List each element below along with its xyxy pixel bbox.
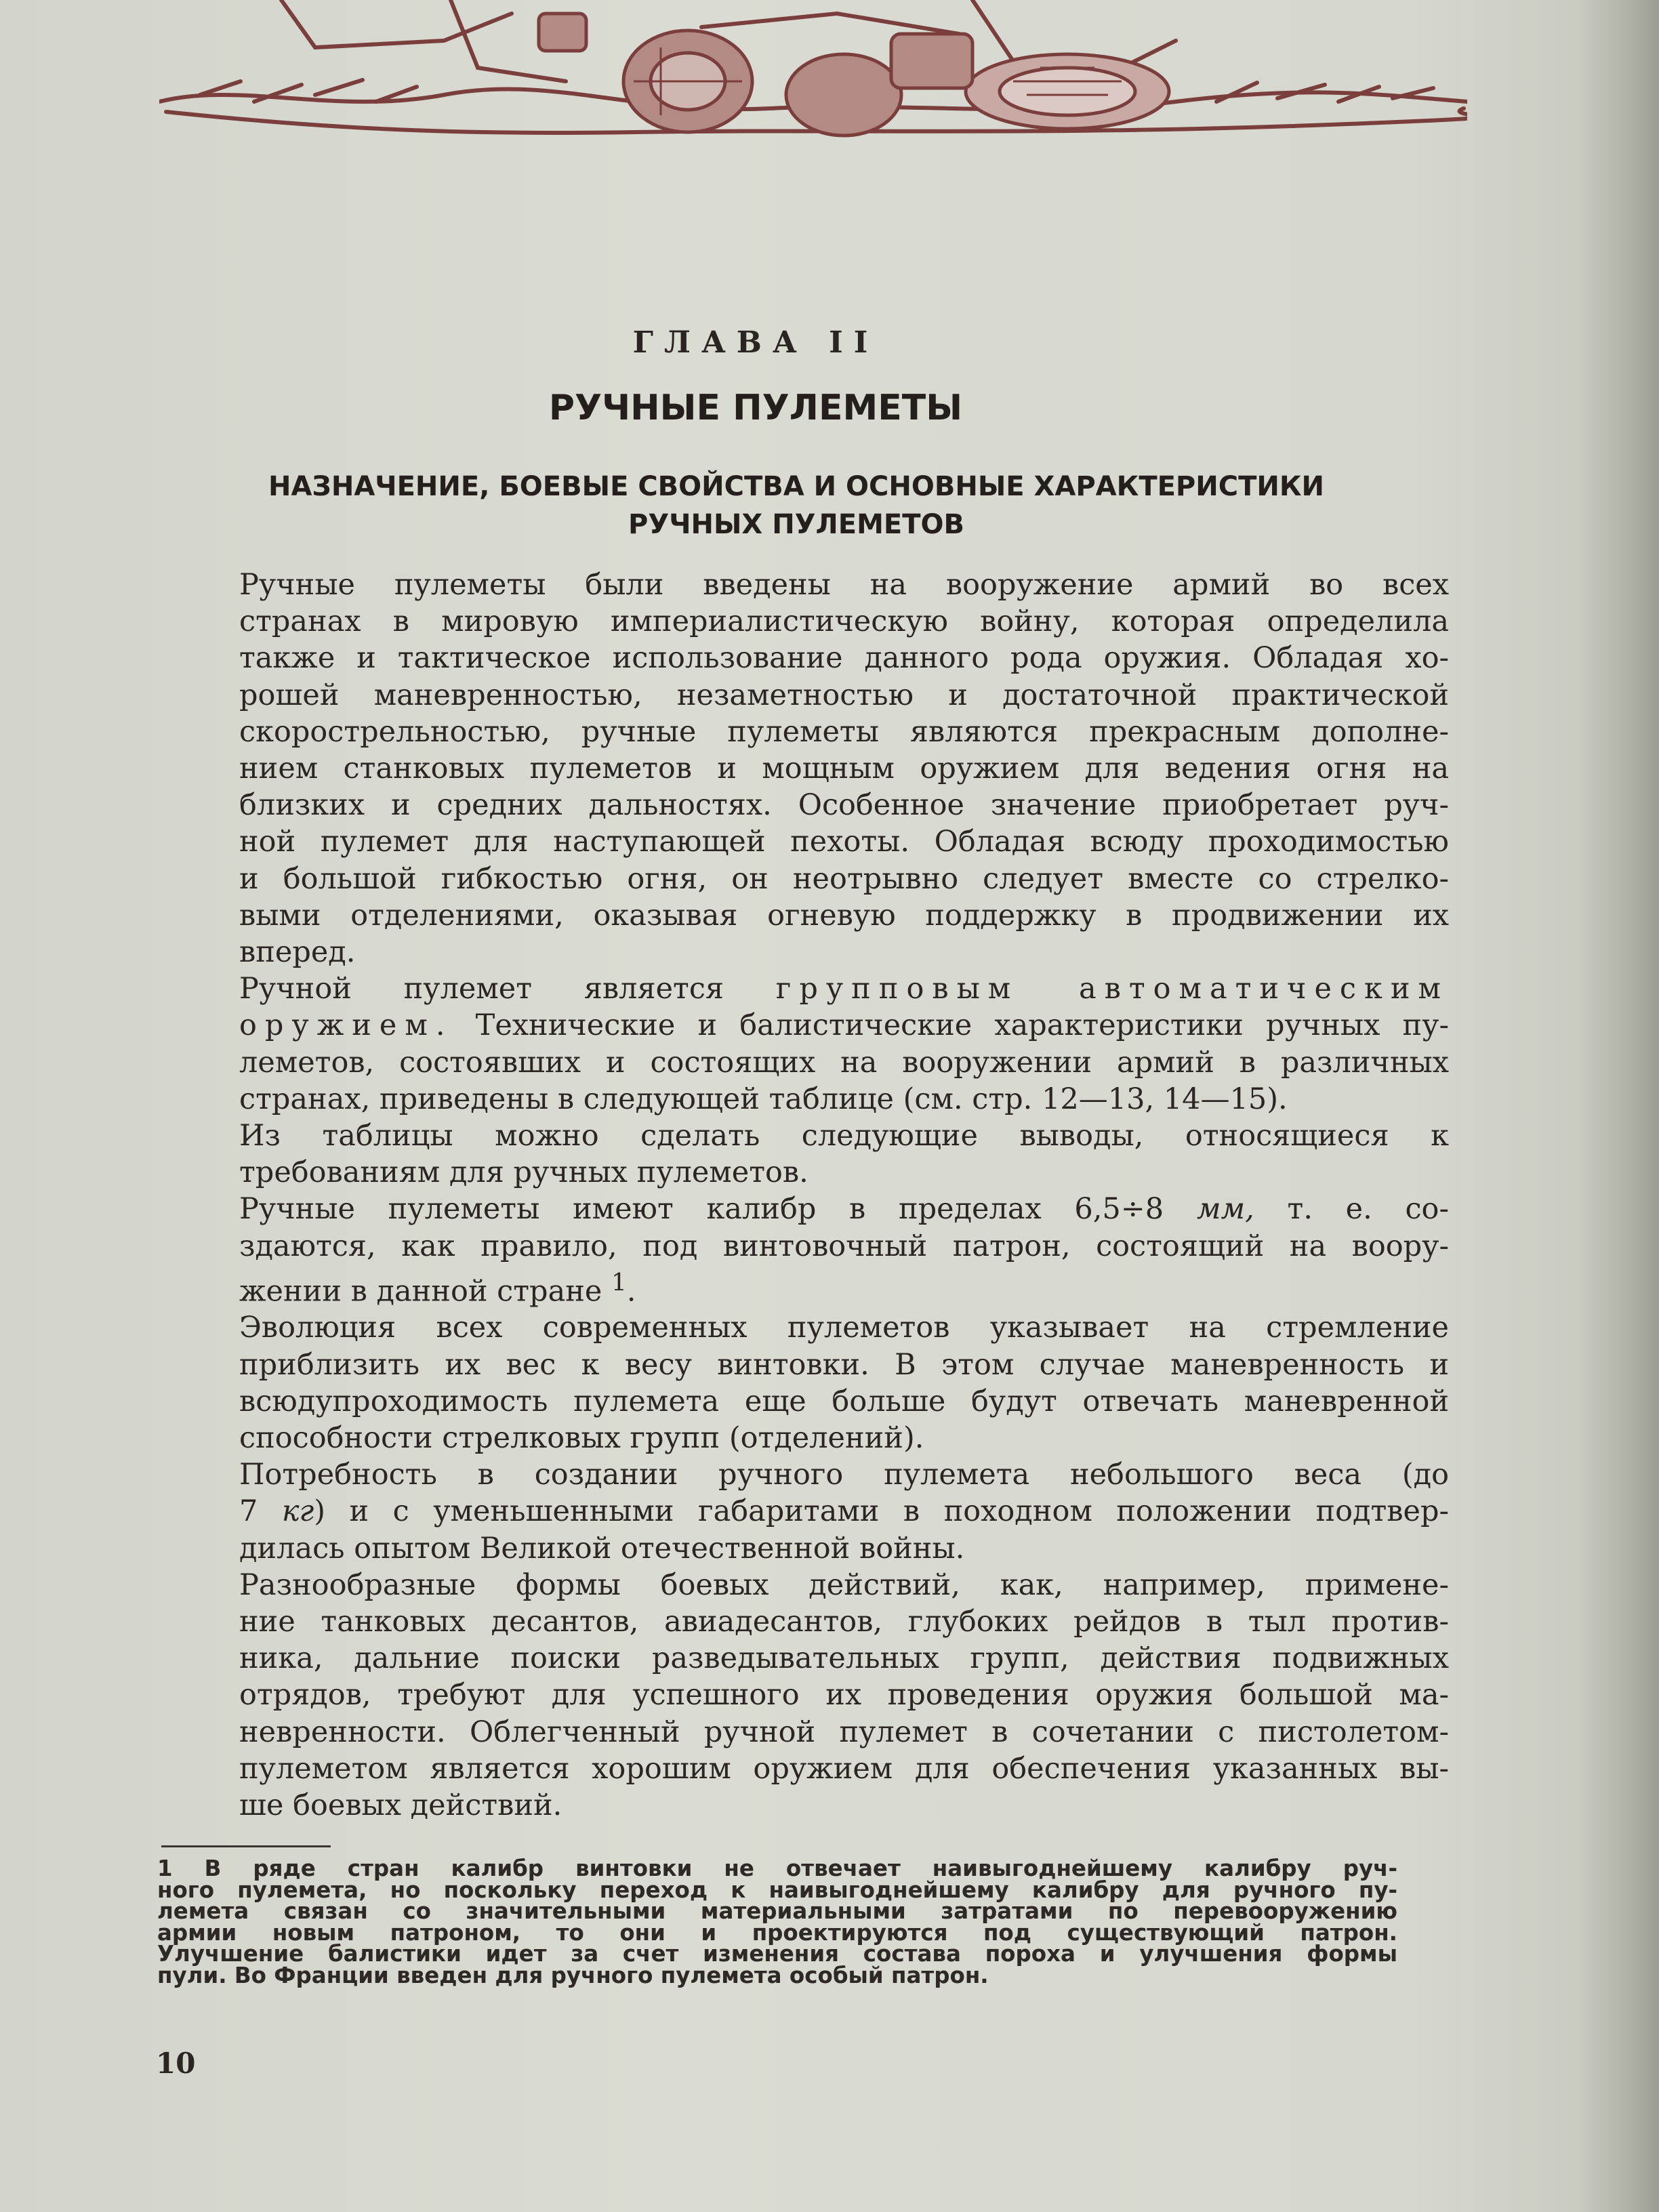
footnote-line: Улучшение балистики идет за счет изменения состава пороха и улучшения формы: [157, 1941, 1397, 1967]
text-fragment: Ручной пулемет является: [239, 972, 724, 1006]
text-line: [161, 1007, 1449, 1044]
footnote: [157, 1858, 1397, 1987]
paragraph: [161, 567, 1449, 970]
paragraph: [161, 1118, 1449, 1191]
text-line: ние танковых десантов, авиадесантов, глубоких рейдов в тыл против-: [239, 1605, 1449, 1639]
footnote-line: ного пулемета, но поскольку переход к наивыгоднейшему калибру для ручного пу-: [157, 1877, 1397, 1903]
paragraph: [161, 1309, 1449, 1456]
text-line: странах в мировую империалистическую войну, которая определила: [239, 605, 1449, 639]
footnote-line: армии новым патроном, то они и проектируются под существующий патрон.: [157, 1919, 1397, 1946]
text-line: Потребность в создании ручного пулемета небольшого веса (до: [239, 1458, 1449, 1492]
text-line: [161, 1191, 1449, 1227]
text-line: [161, 1265, 1449, 1310]
page-spine-shadow: [1578, 0, 1659, 2212]
footnote-divider: [161, 1845, 331, 1847]
text-line: отрядов, требуют для успешного их проведения оружия большой ма-: [239, 1678, 1449, 1713]
footnote-ref[interactable]: 1: [611, 1268, 627, 1296]
text-line: приблизить их вес к весу винтовки. В этом случае маневренность и: [239, 1347, 1449, 1382]
paragraph: [161, 1567, 1449, 1824]
unit-kg: кг: [281, 1494, 314, 1529]
subtitle-line: РУЧНЫХ ПУЛЕМЕТОВ: [628, 509, 964, 540]
text-line: всюдупроходимость пулемета еще больше будут отвечать маневренной: [239, 1384, 1449, 1418]
text-line: скорострельностью, ручные пулеметы являются прекрасным дополне-: [239, 714, 1449, 749]
text-line: Эволюция всех современных пулеметов указывает на стремление: [239, 1311, 1449, 1345]
text-fragment: жении в данной стране: [239, 1274, 602, 1309]
text-line: ника, дальние поиски разведывательных групп, действия подвижных: [239, 1641, 1449, 1676]
text-line: требованиям для ручных пулеметов.: [239, 1155, 808, 1190]
footnote-line: лемета связан со значительными материальными затратами по перевооружению: [157, 1898, 1397, 1925]
weapons-vignette-icon: [159, 0, 1467, 142]
footnote-line: [157, 1858, 1397, 1880]
spaced-emphasis: оружием.: [239, 1008, 453, 1043]
section-subtitle: [0, 468, 1593, 544]
chapter-title: РУЧНЫЕ ПУЛЕМЕТЫ: [548, 388, 963, 428]
text-line: Из таблицы можно сделать следующие выводы, относящиеся к: [239, 1119, 1449, 1153]
text-line: выми отделениями, оказывая огневую поддержку в продвижении их: [239, 898, 1449, 933]
text-line: близких и средних дальностях. Особенное значение приобретает руч-: [239, 788, 1449, 823]
unit-mm: мм,: [1196, 1192, 1254, 1227]
text-line: леметов, состоявших и состоящих на вооружении армий в различных: [239, 1045, 1449, 1080]
text-line: [161, 970, 1449, 1007]
text-line: Разнообразные формы боевых действий, как, например, примене-: [239, 1568, 1449, 1602]
text-line: вперед.: [239, 935, 356, 970]
paragraph: [161, 1456, 1449, 1567]
text-fragment: Технические и балистические характеристики ручных пу-: [475, 1008, 1449, 1043]
text-line: Ручные пулеметы были введены на вооружение армий во всех: [239, 568, 1449, 602]
text-line: рошей маневренностью, незаметностью и достаточной практической: [239, 678, 1449, 712]
paragraph: [161, 970, 1449, 1118]
page-number: 10: [156, 2047, 196, 2080]
footnote-marker: 1: [157, 1856, 173, 1881]
text-fragment: .: [626, 1274, 636, 1309]
paragraph: [161, 1191, 1449, 1309]
footnote-line: пули. Во Франции введен для ручного пулемета особый патрон.: [157, 1962, 989, 1988]
text-fragment: Ручные пулеметы имеют калибр в пределах 6,5÷8: [239, 1192, 1164, 1227]
text-line: также и тактическое использование данного рода оружия. Обладая хо-: [239, 641, 1449, 676]
text-line: пулеметом является хорошим оружием для обеспечения указанных вы-: [239, 1751, 1449, 1786]
text-line: и большой гибкостью огня, он неотрывно следует вместе со стрелко-: [239, 861, 1449, 896]
text-line: [161, 1493, 1449, 1530]
text-line: ше боевых действий.: [239, 1788, 562, 1823]
chapter-heading: ГЛАВА II: [632, 325, 879, 360]
text-line: нием станковых пулеметов и мощным оружием для ведения огня на: [239, 752, 1449, 786]
text-fragment: 7: [239, 1494, 258, 1529]
text-line: здаются, как правило, под винтовочный патрон, состоящий на воору-: [239, 1229, 1449, 1263]
text-line: дилась опытом Великой отечественной войны.: [239, 1531, 965, 1565]
text-fragment: В ряде стран калибр винтовки не отвечает наивыгоднейшему калибру руч-: [204, 1856, 1397, 1881]
text-line: невренности. Облегченный ручной пулемет в сочетании с пистолетом-: [239, 1715, 1449, 1749]
text-line: странах, приведены в следующей таблице (см. стр. 12—13, 14—15).: [239, 1082, 1288, 1116]
subtitle-line: НАЗНАЧЕНИЕ, БОЕВЫЕ СВОЙСТВА И ОСНОВНЫЕ ХАРАКТЕРИСТИКИ: [268, 471, 1325, 502]
body-text: [161, 567, 1449, 1824]
text-line: способности стрелковых групп (отделений).: [239, 1421, 924, 1455]
text-line: ной пулемет для наступающей пехоты. Обладая всюду проходимостью: [239, 825, 1449, 859]
text-fragment: т. е. со-: [1287, 1192, 1449, 1227]
spaced-emphasis: групповым автоматическим: [775, 972, 1449, 1006]
text-fragment: ) и с уменьшенными габаритами в походном положении подтвер-: [314, 1494, 1449, 1529]
